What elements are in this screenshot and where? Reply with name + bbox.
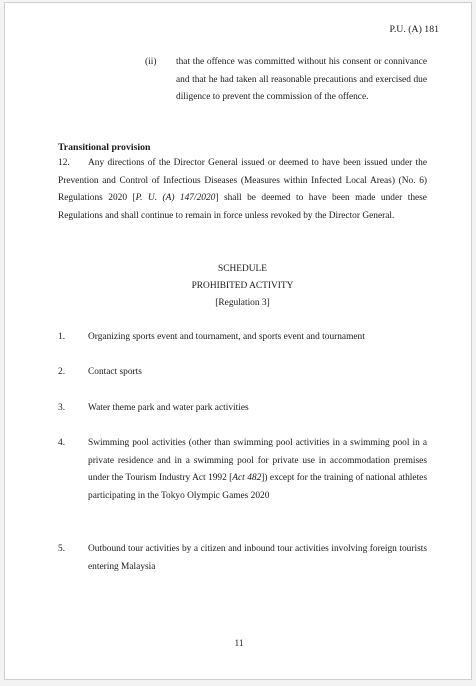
list-item-text-part1: Swimming pool activities (other than swimming pool activities in a swimming pool in a private residence and in a swimming pool for private use in accommodation premises under the Tourism Industry Act 1992 [: [88, 438, 427, 484]
subitem-text: that the offence was committed without his consent or connivance and that he had taken all reasonable precautions and exercised due diligence to prevent the commission of the offence.: [176, 57, 427, 103]
document-page: [4, 2, 472, 680]
list-item-number: 3.: [58, 403, 66, 413]
page-number: 11: [234, 639, 244, 649]
list-item-text-part2: ]) except for the training of national athletes participating in the Tokyo Olympic Games 2020: [88, 473, 427, 501]
subitem-number: (ii): [145, 57, 157, 67]
list-item-text: Organizing sports event and tournament, and sports event and tournament: [88, 332, 365, 342]
schedule-subtitle: PROHIBITED ACTIVITY: [191, 281, 294, 291]
list-item-text: Outbound tour activities by a citizen and inbound tour activities involving foreign tourists entering Malaysia: [88, 544, 427, 572]
transitional-paragraph: [58, 155, 427, 225]
list-item-number: 1.: [58, 332, 66, 342]
list-item-text: Contact sports: [88, 367, 142, 377]
list-item-text: Water theme park and water park activities: [88, 403, 249, 413]
list-item-number: 2.: [58, 367, 66, 377]
paragraph-text-part2: ] shall be deemed to have been made under these Regulations and shall continue to remain in force unless revoked by the Director General.: [58, 193, 427, 221]
list-item-number: 5.: [58, 544, 66, 554]
gazette-reference: P.U. (A) 181: [389, 24, 439, 35]
paragraph-citation: P. U. (A) 147/2020: [135, 193, 216, 204]
schedule-title: SCHEDULE: [218, 264, 267, 274]
paragraph-text-part1: Any directions of the Director General issued or deemed to have been issued under the Prevention and Control of Infectious Diseases (Measures within Infected Local Areas) (No. 6) Regulations 2020 [: [58, 158, 427, 204]
list-item-number: 4.: [58, 438, 66, 448]
section-heading: Transitional provision: [58, 142, 151, 153]
list-item-text: [88, 435, 427, 505]
paragraph-number: 12.: [58, 158, 70, 168]
schedule-regulation: [Regulation 3]: [215, 298, 270, 308]
list-item-citation: Act 482: [232, 473, 262, 484]
